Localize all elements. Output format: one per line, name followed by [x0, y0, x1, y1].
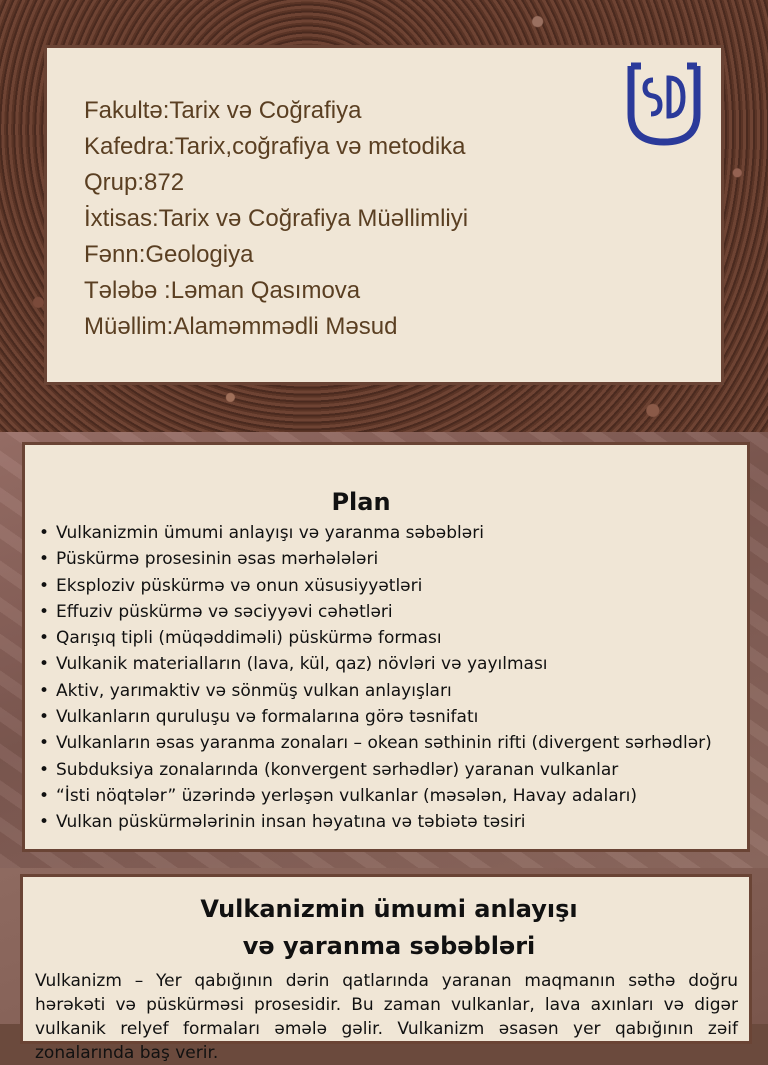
section-body: Vulkanizm – Yer qabığının dərin qatlarında yaranan maqmanın səthə doğru hərəkəti və püskürməsi prosesidir. Bu zaman vulkanlar, lava axınları və digər vulkanik relyef formaları əmələ gəlir. Vulkanizm əsasən yer qabığının zəif zonalarında baş verir. [35, 971, 738, 1063]
section-title-line1: Vulkanizmin ümumi anlayışı [200, 895, 578, 923]
university-logo [627, 62, 701, 146]
subject-line: Fənn:Geologiya [84, 241, 254, 268]
plan-item: • Vulkanizmin ümumi anlayışı və yaranma səbəbləri [35, 520, 735, 546]
plan-slide [0, 432, 768, 868]
plan-item: • Vulkanların əsas yaranma zonaları – okean səthinin rifti (divergent sərhədlər) [35, 730, 735, 756]
plan-item: • Vulkanların quruluşu və formalarına görə təsnifatı [35, 704, 735, 730]
title-slide [0, 0, 768, 432]
teacher-line: Müəllim:Alaməmmədli Məsud [84, 313, 398, 340]
section-title-line2: və yaranma səbəbləri [242, 932, 536, 960]
plan-item: • Eksploziv püskürmə və onun xüsusiyyətləri [35, 573, 735, 599]
student-line: Tələbə :Ləman Qasımova [84, 277, 361, 304]
plan-item: • Qarışıq tipli (müqəddiməli) püskürmə forması [35, 625, 735, 651]
plan-item: • “İsti nöqtələr” üzərində yerləşən vulkanlar (məsələn, Havay adaları) [35, 783, 735, 809]
plan-item: • Vulkan püskürmələrinin insan həyatına və təbiətə təsiri [35, 809, 735, 835]
group-line: Qrup:872 [84, 169, 185, 196]
specialty-line: İxtisas:Tarix və Coğrafiya Müəllimliyi [84, 205, 469, 232]
section-title [23, 891, 755, 965]
section-card [20, 874, 752, 1063]
plan-card [22, 442, 750, 852]
faculty-line: Fakultə:Tarix və Coğrafiya [84, 97, 362, 124]
plan-item: • Subduksiya zonalarında (konvergent sərhədlər) yaranan vulkanlar [35, 757, 735, 783]
title-info [84, 93, 468, 345]
plan-list [35, 520, 735, 836]
section-slide [0, 868, 768, 1063]
plan-item: • Aktiv, yarımaktiv və sönmüş vulkan anlayışları [35, 678, 735, 704]
plan-item: • Vulkanik materialların (lava, kül, qaz) növləri və yayılması [35, 651, 735, 677]
department-line: Kafedra:Tarix,coğrafiya və metodika [84, 133, 466, 160]
title-card [44, 45, 724, 385]
plan-item: • Püskürmə prosesinin əsas mərhələləri [35, 546, 735, 572]
plan-title: Plan [331, 488, 391, 516]
plan-item: • Effuziv püskürmə və səciyyəvi cəhətləri [35, 599, 735, 625]
